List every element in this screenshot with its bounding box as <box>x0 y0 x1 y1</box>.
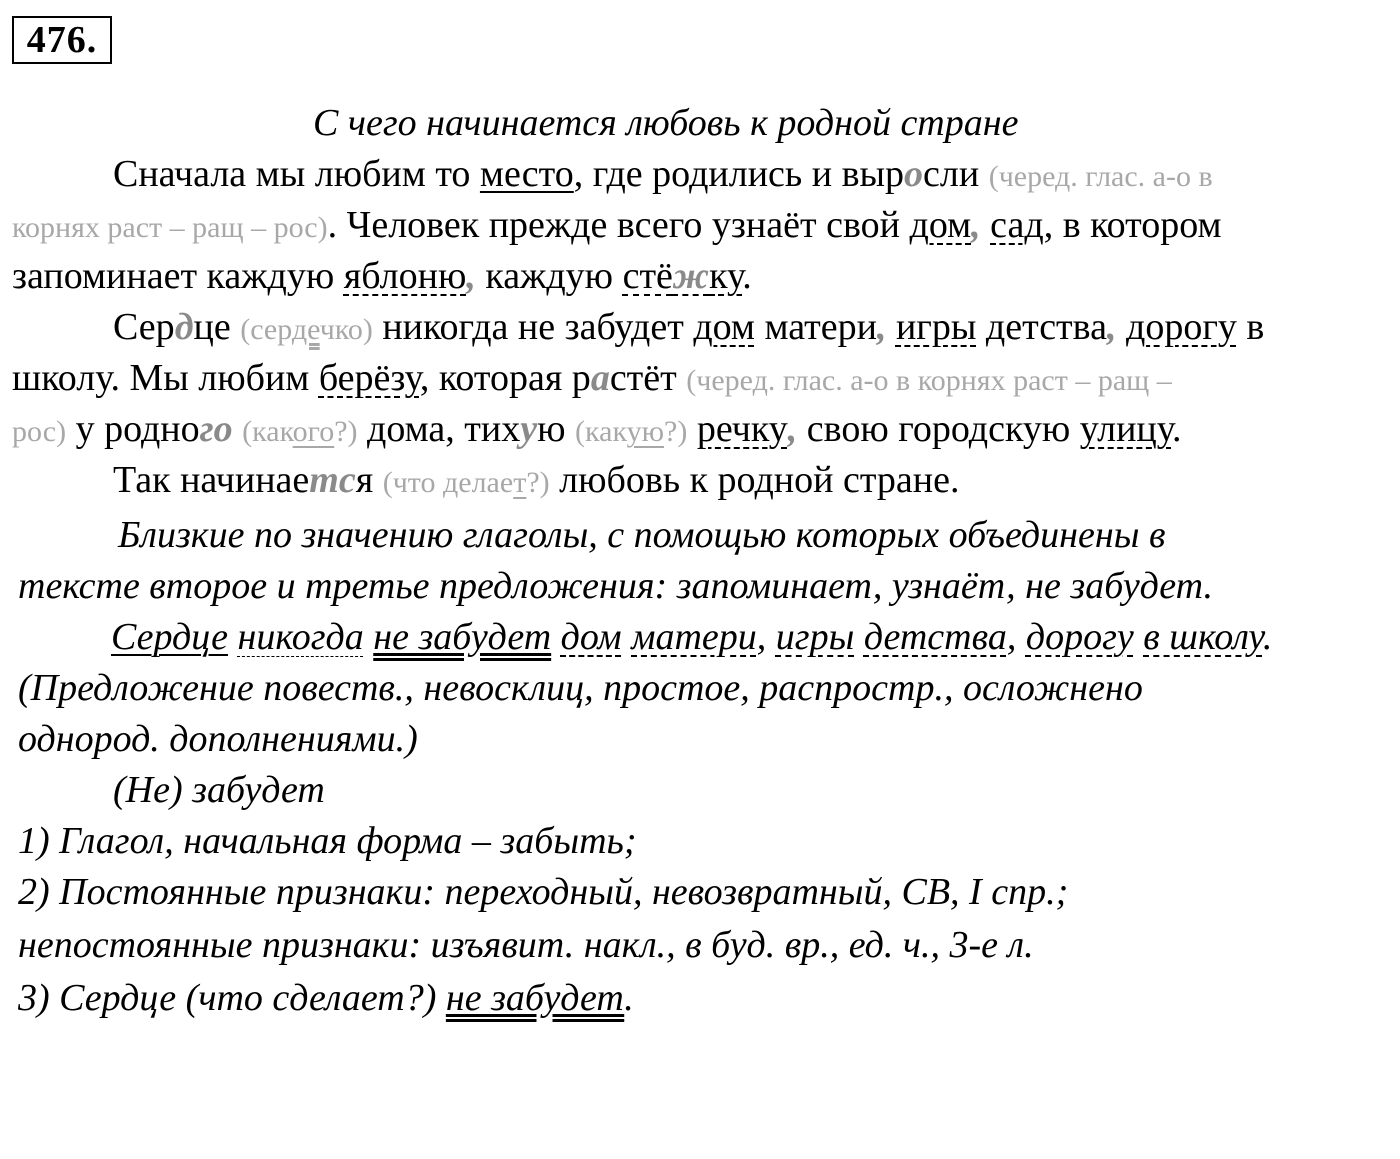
predicate: не забудет <box>445 977 625 1019</box>
text: дома, тих <box>357 408 521 450</box>
p3-line-1 <box>113 457 959 506</box>
text: , в котором <box>1043 204 1222 246</box>
note <box>383 466 550 499</box>
text: ого <box>292 415 335 448</box>
text: (что делае <box>382 466 514 499</box>
object: игры <box>775 616 855 658</box>
word-berezu: берёзу <box>318 357 420 399</box>
text: в <box>1236 306 1265 348</box>
text: любовь к родной стране. <box>549 459 960 501</box>
text: (как <box>242 415 293 448</box>
text: каждую <box>475 255 623 297</box>
text: , которая р <box>419 357 591 399</box>
word-stezhku <box>623 255 743 297</box>
p2-line-2 <box>12 355 1172 404</box>
word-mesto: место <box>479 153 574 195</box>
text-title: С чего начинается любовь к родной стране <box>313 102 1019 144</box>
note: рос) <box>12 415 67 448</box>
text: (как <box>575 415 627 448</box>
answer-line-1: Близкие по значению глаголы, с помощью которых объединены в <box>118 514 1166 556</box>
note: корнях раст – ращ – рос) <box>12 211 328 244</box>
text: запоминает каждую <box>12 255 344 297</box>
text: ?) <box>664 415 688 448</box>
comma: , <box>1106 306 1117 348</box>
text: т <box>513 466 527 499</box>
text: ?) <box>334 415 358 448</box>
text: , где родились и выр <box>573 153 905 195</box>
note <box>575 415 687 448</box>
answer-line-5: однород. дополнениями.) <box>18 718 418 760</box>
ending-ts: тс <box>309 459 356 501</box>
text: свою городскую <box>797 408 1080 450</box>
word-dorogu: дорогу <box>1125 306 1237 348</box>
comma: , <box>466 255 476 297</box>
text: . <box>742 255 752 297</box>
attribute: матери <box>631 616 757 658</box>
note <box>240 313 373 346</box>
word-dom: дом <box>909 204 972 246</box>
answer-line-9: непостоянные признаки: изъявит. накл., в буд. вр., ед. ч., 3-е л. <box>18 924 1034 966</box>
text: це <box>193 306 241 348</box>
text: Сер <box>113 306 175 348</box>
letter-a: а <box>590 357 610 399</box>
answer-line-10 <box>18 975 634 1021</box>
object: дорогу <box>1025 616 1134 658</box>
comma: , <box>971 204 981 246</box>
word-dom: дом <box>693 306 755 348</box>
text: де <box>291 313 320 346</box>
text: у родно <box>66 408 200 450</box>
text: никогда не забудет <box>372 306 694 348</box>
note: (черед. глас. а-о в корнях раст – ращ – <box>686 364 1172 397</box>
text: 3) Сердце (что сделает?) <box>18 977 446 1019</box>
text: я <box>355 459 383 501</box>
p1-line-3 <box>12 253 752 299</box>
text: ю <box>537 408 576 450</box>
text: ?) <box>526 466 550 499</box>
text: сли <box>923 153 989 195</box>
text: . Человек прежде всего узнаёт свой <box>327 204 910 246</box>
text: ку <box>709 255 743 297</box>
letter-zh: ж <box>672 255 710 297</box>
text: (сер <box>240 313 292 346</box>
predicate: не забудет <box>373 616 552 658</box>
note: (черед. глас. а-о в <box>988 160 1213 193</box>
text: матери <box>754 306 877 348</box>
word-igry: игры <box>895 306 977 348</box>
subject: Сердце <box>111 616 229 658</box>
answer-line-2: тексте второе и третье предложения: запоминает, узнаёт, не забудет. <box>18 565 1214 607</box>
text: Сначала мы любим то <box>113 153 480 195</box>
word-sad: сад <box>990 204 1044 246</box>
ending-go: го <box>199 408 233 450</box>
period: . <box>1262 616 1273 658</box>
attribute: в школу <box>1143 616 1263 658</box>
p1-line-2 <box>12 202 1222 251</box>
text: ую <box>626 415 665 448</box>
answer-line-7: 1) Глагол, начальная форма – забыть; <box>18 820 637 862</box>
text: чко) <box>319 313 373 346</box>
adverbial: никогда <box>237 616 364 658</box>
text: детства <box>976 306 1107 348</box>
comma: , <box>756 616 767 658</box>
text: школу. Мы любим <box>12 357 319 399</box>
letter-d: д <box>174 306 194 348</box>
exercise-number: 476. <box>12 16 112 64</box>
period: . <box>624 977 634 1019</box>
object: дом <box>560 616 622 658</box>
p2-line-3 <box>12 406 1181 455</box>
word-rechku: речку <box>696 408 788 450</box>
text: Так начинае <box>113 459 310 501</box>
answer-line-6: (Не) забудет <box>113 769 325 811</box>
answer-line-4: (Предложение повеств., невосклиц, простое, распростр., осложнено <box>18 667 1143 709</box>
comma: , <box>787 408 798 450</box>
comma: , <box>876 306 887 348</box>
attribute: детства <box>863 616 1007 658</box>
parsed-sentence <box>111 614 1272 660</box>
text: . <box>1171 408 1182 450</box>
word-yablonyu: яблоню <box>343 255 467 297</box>
text: стё <box>622 255 673 297</box>
p1-line-1 <box>113 151 1213 200</box>
comma: , <box>1006 616 1017 658</box>
letter-u: у <box>520 408 538 450</box>
p2-line-1 <box>113 304 1264 353</box>
letter-o: о <box>904 153 924 195</box>
answer-line-8: 2) Постоянные признаки: переходный, невозвратный, СВ, I спр.; <box>18 871 1069 913</box>
word-ulitsu: улицу <box>1079 408 1172 450</box>
text: стёт <box>609 357 687 399</box>
note <box>242 415 357 448</box>
